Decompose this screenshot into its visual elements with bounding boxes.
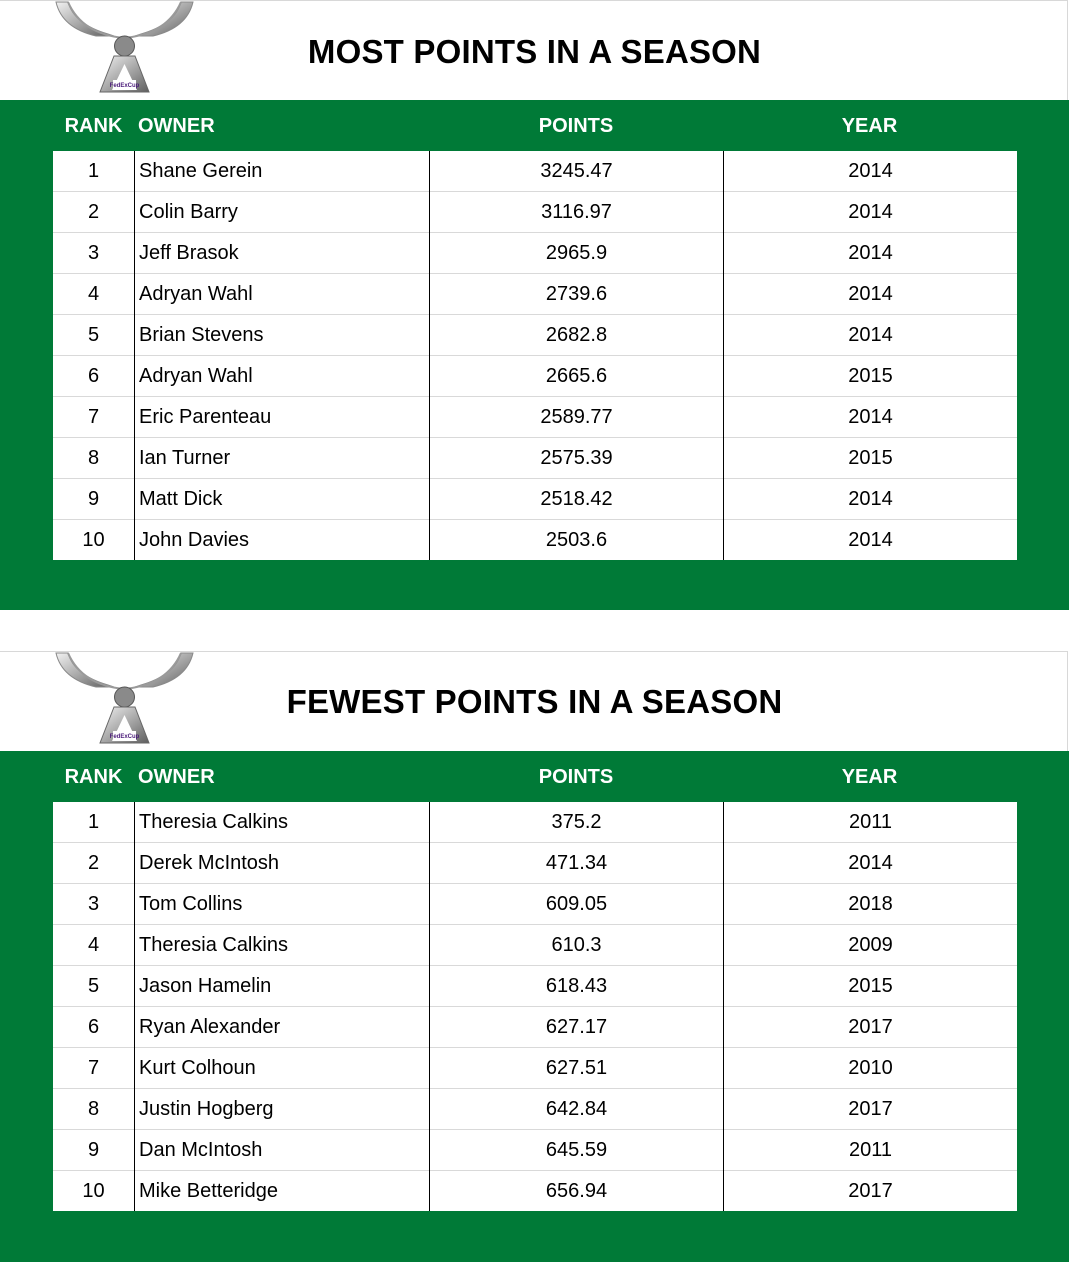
- year-cell: 2014: [724, 520, 1018, 561]
- table-row: [53, 438, 1017, 479]
- page-title: FEWEST POINTS IN A SEASON: [286, 683, 783, 720]
- table-row: [53, 1130, 1017, 1171]
- page-title: MOST POINTS IN A SEASON: [307, 33, 762, 70]
- points-cell: 2739.6: [430, 274, 724, 315]
- year-cell: 2015: [724, 438, 1018, 479]
- owner-cell: Kurt Colhoun: [135, 1048, 430, 1089]
- year-cell: 2017: [724, 1007, 1018, 1048]
- table-row: [53, 1007, 1017, 1048]
- points-header: POINTS: [538, 766, 614, 788]
- year-cell: 2014: [724, 397, 1018, 438]
- points-cell: 2965.9: [430, 233, 724, 274]
- owner-header: OWNER: [138, 115, 215, 137]
- owner-cell: Matt Dick: [135, 479, 430, 520]
- leaderboard-table: [53, 151, 1017, 560]
- rank-cell: 3: [53, 884, 135, 925]
- rank-cell: 6: [53, 1007, 135, 1048]
- points-cell: 2589.77: [430, 397, 724, 438]
- year-cell: 2010: [724, 1048, 1018, 1089]
- table-panel: [0, 751, 1069, 1262]
- owner-cell: Mike Betteridge: [135, 1171, 430, 1212]
- year-header: YEAR: [841, 115, 898, 137]
- points-cell: 645.59: [430, 1130, 724, 1171]
- rank-cell: 2: [53, 192, 135, 233]
- owner-cell: Eric Parenteau: [135, 397, 430, 438]
- table-row: [53, 274, 1017, 315]
- points-cell: 2575.39: [430, 438, 724, 479]
- year-cell: 2014: [724, 233, 1018, 274]
- year-cell: 2014: [724, 192, 1018, 233]
- rank-cell: 5: [53, 315, 135, 356]
- table-row: [53, 1171, 1017, 1212]
- rank-cell: 1: [53, 802, 135, 843]
- table-row: [53, 315, 1017, 356]
- owner-cell: Jason Hamelin: [135, 966, 430, 1007]
- year-cell: 2009: [724, 925, 1018, 966]
- table-row: [53, 520, 1017, 561]
- owner-cell: Dan McIntosh: [135, 1130, 430, 1171]
- rank-header: RANK: [64, 115, 123, 137]
- year-cell: 2017: [724, 1089, 1018, 1130]
- points-cell: 642.84: [430, 1089, 724, 1130]
- logo-text: FedExCup: [109, 83, 140, 89]
- table-row: [53, 151, 1017, 192]
- table-panel: [0, 100, 1069, 610]
- rank-header: RANK: [64, 766, 123, 788]
- owner-cell: Derek McIntosh: [135, 843, 430, 884]
- rank-cell: 6: [53, 356, 135, 397]
- table-row: [53, 1089, 1017, 1130]
- table-row: [53, 233, 1017, 274]
- rank-cell: 7: [53, 397, 135, 438]
- table-row: [53, 843, 1017, 884]
- most-points-section: [0, 0, 1069, 610]
- year-cell: 2015: [724, 966, 1018, 1007]
- points-cell: 2503.6: [430, 520, 724, 561]
- points-cell: 2518.42: [430, 479, 724, 520]
- year-cell: 2018: [724, 884, 1018, 925]
- points-cell: 627.17: [430, 1007, 724, 1048]
- points-cell: 618.43: [430, 966, 724, 1007]
- year-cell: 2017: [724, 1171, 1018, 1212]
- points-cell: 2682.8: [430, 315, 724, 356]
- year-cell: 2015: [724, 356, 1018, 397]
- owner-cell: Ryan Alexander: [135, 1007, 430, 1048]
- points-cell: 375.2: [430, 802, 724, 843]
- year-header: YEAR: [841, 766, 898, 788]
- rank-cell: 8: [53, 1089, 135, 1130]
- owner-cell: Theresia Calkins: [135, 925, 430, 966]
- points-cell: 2665.6: [430, 356, 724, 397]
- owner-cell: Shane Gerein: [135, 151, 430, 192]
- table-row: [53, 192, 1017, 233]
- year-cell: 2014: [724, 274, 1018, 315]
- rank-cell: 2: [53, 843, 135, 884]
- rank-cell: 10: [53, 520, 135, 561]
- table-row: [53, 356, 1017, 397]
- points-header: POINTS: [538, 115, 614, 137]
- owner-cell: Adryan Wahl: [135, 274, 430, 315]
- year-cell: 2014: [724, 843, 1018, 884]
- table-row: [53, 1048, 1017, 1089]
- owner-cell: Tom Collins: [135, 884, 430, 925]
- year-cell: 2011: [848, 811, 892, 833]
- rank-cell: 7: [53, 1048, 135, 1089]
- leaderboard-table: [53, 802, 1017, 1211]
- rank-cell: 5: [53, 966, 135, 1007]
- rank-cell: 9: [53, 1130, 135, 1171]
- rank-cell: 4: [53, 274, 135, 315]
- table-row: [53, 802, 1017, 843]
- year-cell: 2011: [724, 1130, 1018, 1171]
- table-row: [53, 966, 1017, 1007]
- owner-cell: Adryan Wahl: [135, 356, 430, 397]
- year-cell: 2014: [724, 479, 1018, 520]
- table-row: [53, 479, 1017, 520]
- rank-cell: 3: [53, 233, 135, 274]
- owner-cell: Jeff Brasok: [135, 233, 430, 274]
- owner-cell: Brian Stevens: [135, 315, 430, 356]
- year-cell: 2014: [724, 315, 1018, 356]
- points-cell: 3116.97: [430, 192, 724, 233]
- table-row: [53, 397, 1017, 438]
- points-cell: 627.51: [430, 1048, 724, 1089]
- points-cell: 610.3: [430, 925, 724, 966]
- owner-cell: Colin Barry: [135, 192, 430, 233]
- rank-cell: 1: [53, 151, 135, 192]
- points-cell: 656.94: [430, 1171, 724, 1212]
- logo-text: FedExCup: [109, 734, 140, 740]
- rank-cell: 10: [53, 1171, 135, 1212]
- owner-cell: Ian Turner: [135, 438, 430, 479]
- rank-cell: 4: [53, 925, 135, 966]
- points-cell: 609.05: [430, 884, 724, 925]
- rank-cell: 8: [53, 438, 135, 479]
- table-row: [53, 884, 1017, 925]
- table-row: [53, 925, 1017, 966]
- owner-cell: Justin Hogberg: [135, 1089, 430, 1130]
- points-cell: 471.34: [430, 843, 724, 884]
- points-cell: 3245.47: [430, 151, 724, 192]
- owner-header: OWNER: [138, 766, 215, 788]
- rank-cell: 9: [53, 479, 135, 520]
- year-cell: 2014: [848, 160, 893, 182]
- owner-cell: John Davies: [135, 520, 430, 561]
- fewest-points-section: [0, 651, 1069, 1262]
- owner-cell: Theresia Calkins: [135, 802, 430, 843]
